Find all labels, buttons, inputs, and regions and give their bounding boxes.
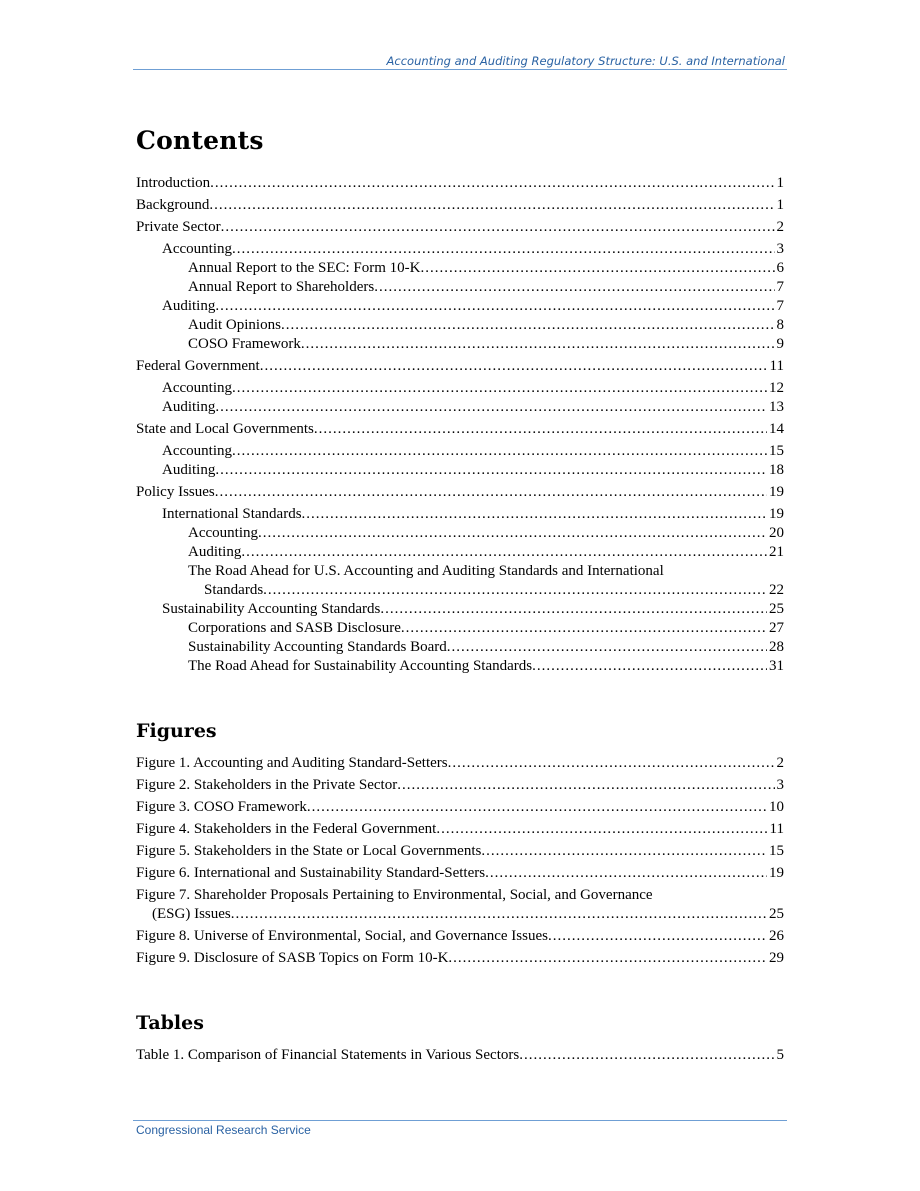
toc-entry[interactable]: Accounting ..... 20	[136, 524, 784, 543]
toc-entry[interactable]: Corporations and SASB Disclosure ..... 27	[136, 619, 784, 638]
figure-entry[interactable]: Figure 3. COSO Framework ..... 10	[136, 798, 784, 817]
toc-entry[interactable]: Auditing ..... 18	[136, 461, 784, 480]
toc-entry[interactable]: State and Local Governments ..... 14	[136, 420, 784, 439]
figure-entry-multiline[interactable]: Figure 7. Shareholder Proposals Pertaining to Environmental, Social, and Governance (ESG) Issues ..... 25	[136, 886, 784, 924]
toc-entry[interactable]: Policy Issues ..... 19	[136, 483, 784, 502]
toc-entry[interactable]: Accounting ..... 3	[136, 240, 784, 259]
toc-entry[interactable]: Sustainability Accounting Standards ..... 25	[136, 600, 784, 619]
tables-list	[136, 1046, 784, 1065]
figure-entry[interactable]: Figure 9. Disclosure of SASB Topics on Form 10-K ..... 29	[136, 949, 784, 968]
toc-entry[interactable]: Introduction ..... 1	[136, 174, 784, 193]
figure-entry[interactable]: Figure 4. Stakeholders in the Federal Government ..... 11	[136, 820, 784, 839]
running-header: Accounting and Auditing Regulatory Structure: U.S. and International	[386, 54, 785, 68]
toc-entry-multiline[interactable]: The Road Ahead for U.S. Accounting and Auditing Standards and International Standards ..... 22	[136, 562, 784, 600]
toc-entry[interactable]: Annual Report to the SEC: Form 10-K ..... 6	[136, 259, 784, 278]
toc-entry[interactable]: The Road Ahead for Sustainability Accounting Standards ..... 31	[136, 657, 784, 676]
footer-text: Congressional Research Service	[136, 1123, 311, 1137]
toc-entry[interactable]: Federal Government ..... 11	[136, 357, 784, 376]
toc-entry[interactable]: Auditing ..... 13	[136, 398, 784, 417]
toc-entry[interactable]: Annual Report to Shareholders ..... 7	[136, 278, 784, 297]
toc-entry[interactable]: COSO Framework ..... 9	[136, 335, 784, 354]
table-entry[interactable]: Table 1. Comparison of Financial Statements in Various Sectors ..... 5	[136, 1046, 784, 1065]
figures-list	[136, 754, 784, 968]
figure-entry[interactable]: Figure 1. Accounting and Auditing Standard-Setters ..... 2	[136, 754, 784, 773]
toc-entry[interactable]: Accounting ..... 12	[136, 379, 784, 398]
contents-heading: Contents	[136, 126, 264, 155]
figures-heading: Figures	[136, 720, 217, 742]
toc-entry[interactable]: Accounting ..... 15	[136, 442, 784, 461]
toc-entry[interactable]: Audit Opinions ..... 8	[136, 316, 784, 335]
footer-rule	[133, 1120, 787, 1121]
figure-entry[interactable]: Figure 5. Stakeholders in the State or Local Governments ..... 15	[136, 842, 784, 861]
toc-entry[interactable]: Background ..... 1	[136, 196, 784, 215]
toc-entry[interactable]: International Standards ..... 19	[136, 505, 784, 524]
figure-entry[interactable]: Figure 6. International and Sustainability Standard-Setters ..... 19	[136, 864, 784, 883]
figure-entry[interactable]: Figure 2. Stakeholders in the Private Sector ..... 3	[136, 776, 784, 795]
toc-entry[interactable]: Auditing ..... 21	[136, 543, 784, 562]
header-rule	[133, 69, 787, 70]
toc-entry[interactable]: Sustainability Accounting Standards Board ..... 28	[136, 638, 784, 657]
toc-entry[interactable]: Auditing ..... 7	[136, 297, 784, 316]
toc-entry[interactable]: Private Sector ..... 2	[136, 218, 784, 237]
figure-entry[interactable]: Figure 8. Universe of Environmental, Social, and Governance Issues ..... 26	[136, 927, 784, 946]
tables-heading: Tables	[136, 1012, 204, 1034]
contents-list	[136, 174, 784, 676]
